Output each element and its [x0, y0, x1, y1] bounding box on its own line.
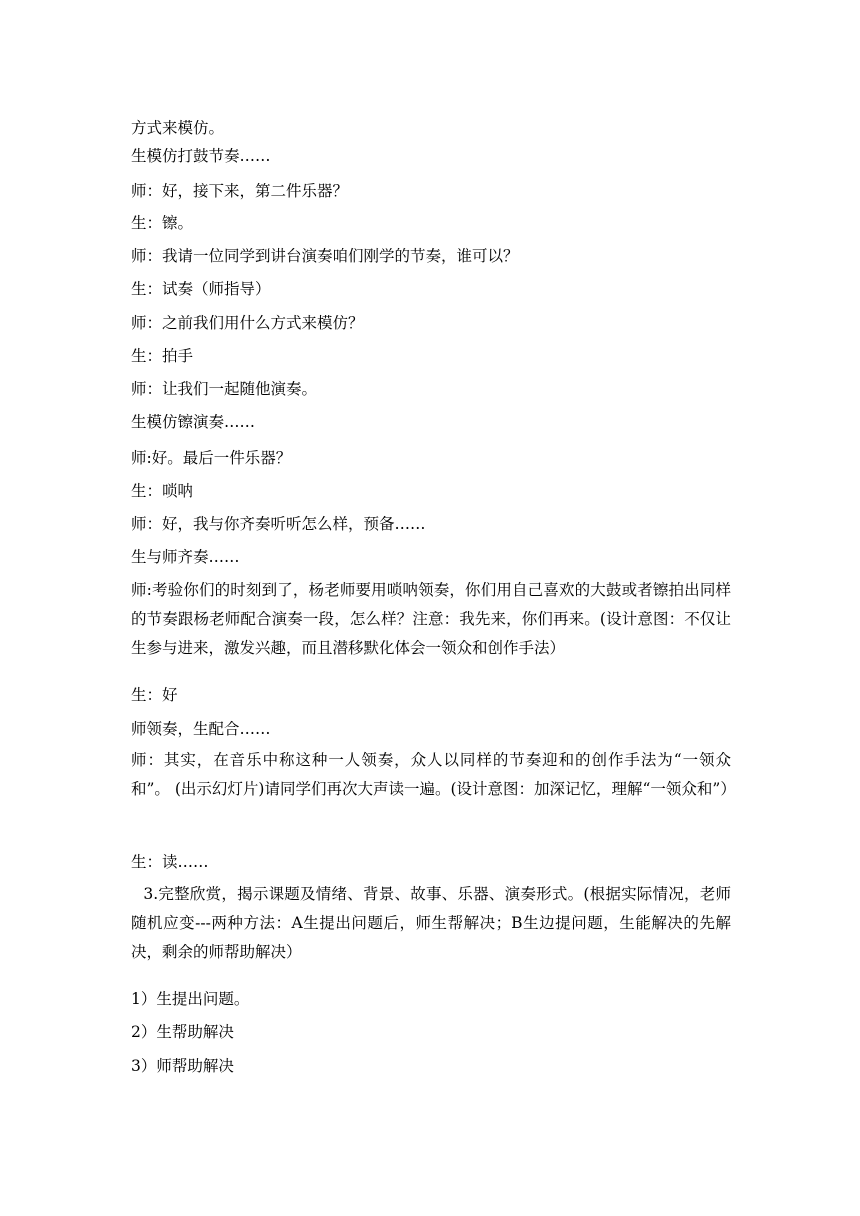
paragraph: 师:好。最后一件乐器？ [131, 449, 292, 467]
paragraph: 生：好 [131, 686, 178, 704]
paragraph: 师：之前我们用什么方式来模仿？ [131, 314, 364, 332]
paragraph: 生模仿打鼓节奏…… [131, 147, 271, 165]
paragraph: 师：其实，在音乐中称这种一人领奏，众人以同样的节奏迎和的创作手法为“一领众和”。 (出示幻灯片)请同学们再次大声读一遍。(设计意图：加深记忆，理解“一领众和”） [131, 751, 736, 798]
list-item: 2）生帮助解决 [131, 1023, 234, 1041]
paragraph: 生：读…… [131, 853, 209, 871]
paragraph: 生：试奏（师指导） [131, 280, 271, 298]
paragraph: 师:考验你们的时刻到了，杨老师要用唢呐领奏，你们用自己喜欢的大鼓或者镲拍出同样的节奏跟杨老师配合演奏一段，怎么样？注意：我先来，你们再来。(设计意图：不仅让生参与进来，激发兴趣，而且潜移默化体会一领众和创作手法） [131, 581, 731, 657]
paragraph: 师：好，我与你齐奏听听怎么样，预备…… [131, 515, 426, 533]
paragraph: 师：我请一位同学到讲台演奏咱们刚学的节奏，谁可以？ [131, 247, 519, 265]
paragraph: 师：好，接下来，第二件乐器？ [131, 182, 349, 200]
paragraph: 生：唢呐 [131, 482, 194, 500]
paragraph: 生与师齐奏…… [131, 548, 240, 566]
list-item: 1）生提出问题。 [131, 990, 250, 1008]
paragraph: 师领奏，生配合…… [131, 720, 271, 738]
paragraph: 师：让我们一起随他演奏。 [131, 380, 318, 398]
paragraph: 生模仿镲演奏…… [131, 413, 256, 431]
paragraph: 生：拍手 [131, 347, 194, 365]
paragraph: 方式来模仿。 [131, 119, 225, 137]
paragraph: 生：镲。 [131, 214, 194, 232]
list-item: 3）师帮助解决 [131, 1057, 234, 1075]
paragraph: 3.完整欣赏，揭示课题及情绪、背景、故事、乐器、演奏形式。(根据实际情况，老师随机应变---两种方法：A生提出问题后，师生帮解决；B生边提问题，生能解决的先解决，剩余的师帮助解决） [131, 885, 731, 961]
